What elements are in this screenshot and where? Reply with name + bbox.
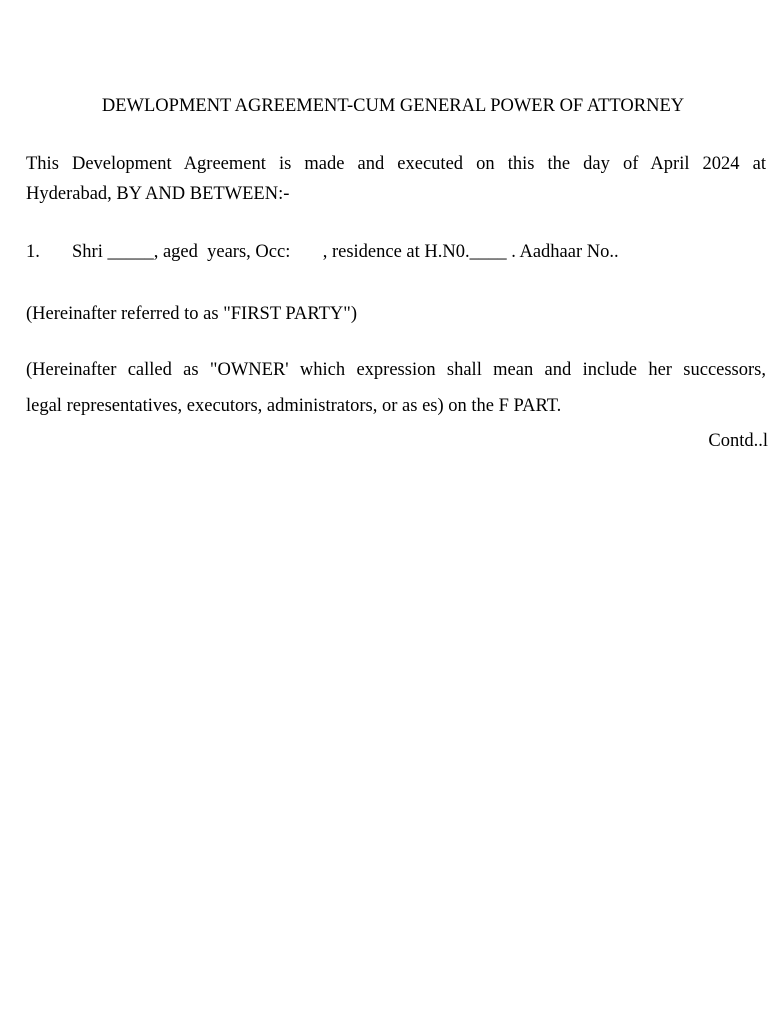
intro-paragraph-line-1: This Development Agreement is made and executed on this the day of April 2024 at [26,154,766,174]
intro-paragraph-line-2: Hyderabad, BY AND BETWEEN:- [26,184,290,204]
first-party-reference: (Hereinafter referred to as "FIRST PARTY") [26,304,357,324]
owner-clause-line-2: legal representatives, executors, administrators, or as es) on the F PART. [26,396,562,416]
owner-clause-line-1: (Hereinafter called as "OWNER' which expression shall mean and include her successors, [26,360,766,380]
first-party-entry [26,241,619,263]
party-details: Shri _____, aged years, Occ: , residence at H.N0.____ . Aadhaar No.. [72,242,619,262]
continued-marker: Contd..l [708,431,768,451]
document-title: DEWLOPMENT AGREEMENT-CUM GENERAL POWER OF ATTORNEY [101,96,685,116]
party-number: 1. [26,242,40,262]
